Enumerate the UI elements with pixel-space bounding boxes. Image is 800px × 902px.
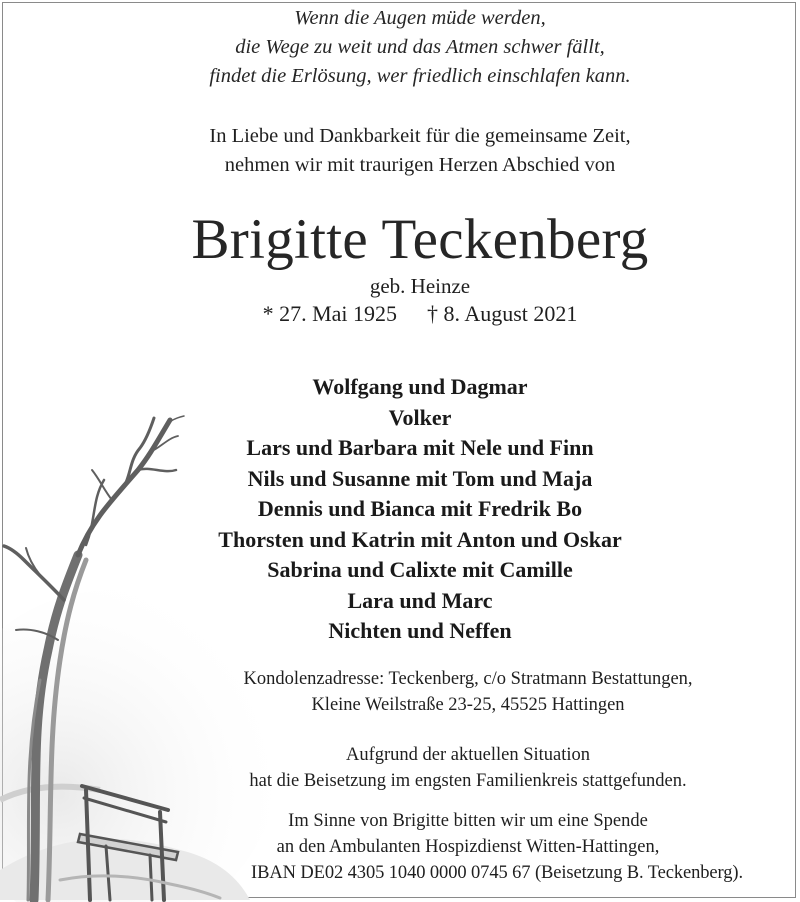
intro-text [20,122,800,180]
birth-date: * 27. Mai 1925 [262,301,398,326]
intro-line: In Liebe und Dankbarkeit für die gemeinsame Zeit, [209,125,631,147]
poem [20,4,800,91]
poem-line: findet die Erlösung, wer friedlich einschlafen kann. [209,65,631,87]
family-member: Volker [388,404,452,430]
life-dates [20,299,800,329]
notice-line: Aufgrund der aktuellen Situation [345,745,591,765]
family-list [20,372,800,647]
donation-line: Im Sinne von Brigitte bitten wir um eine Spende [288,811,648,831]
family-member: Wolfgang und Dagmar [312,374,528,399]
donation-request [68,808,800,886]
notice-line: hat die Beisetzung im engsten Familienkreis stattgefunden. [249,771,687,791]
family-member: Lars und Barbara mit Nele und Finn [246,435,594,460]
family-member: Dennis und Bianca mit Fredrik Bo [257,496,583,521]
family-member: Nichten und Neffen [328,618,512,643]
iban-line: IBAN DE02 4305 1040 0000 0745 67 (Beisetzung B. Teckenberg). [251,863,743,883]
burial-notice [68,742,800,794]
donation-line: an den Ambulanten Hospizdienst Witten-Hattingen, [276,837,660,857]
family-member: Thorsten und Katrin mit Anton und Oskar [218,526,622,552]
poem-line: Wenn die Augen müde werden, [294,7,546,29]
poem-line: die Wege zu weit und das Atmen schwer fällt, [235,36,605,58]
death-date: † 8. August 2021 [427,301,578,326]
family-member: Sabrina und Calixte mit Camille [267,557,573,582]
intro-line: nehmen wir mit traurigen Herzen Abschied von [224,154,616,176]
condolence-address [68,666,800,718]
deceased-name: Brigitte Teckenberg [191,208,649,271]
family-member: Nils und Susanne mit Tom und Maja [247,465,593,491]
address-line: Kondolenzadresse: Teckenberg, c/o Stratmann Bestattungen, [243,669,693,689]
family-member: Lara und Marc [347,587,493,613]
birth-name: geb. Heinze [369,274,471,298]
address-line: Kleine Weilstraße 23-25, 45525 Hattingen [311,695,625,715]
